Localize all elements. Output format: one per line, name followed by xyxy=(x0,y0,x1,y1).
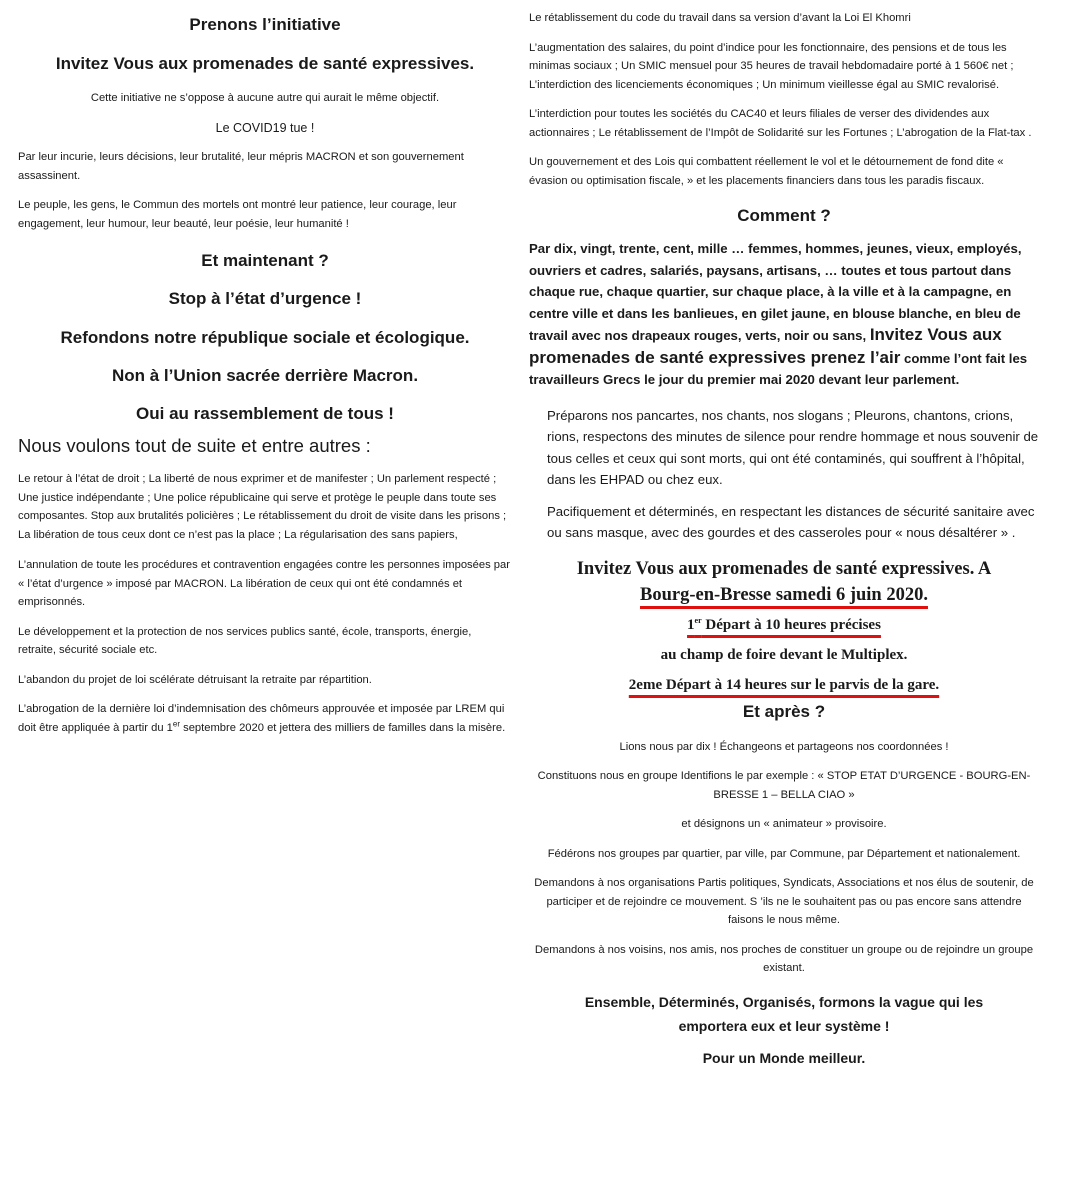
event-second-departure: 2eme Départ à 14 heures sur le parvis de la gare. xyxy=(628,676,940,693)
paragraph-preparons: Préparons nos pancartes, nos chants, nos slogans ; Pleurons, chantons, crions, rions, respectons des minutes de silence pour rendre hommage et nous souvenir de tous celles et ceux qui sont morts, qui ont été contaminés, qui souffrent à l’hôpital, dans les EHPAD ou chez eux. xyxy=(547,407,1039,487)
demand-code-travail: Le rétablissement du code du travail dans sa version d’avant la Loi El Khomri xyxy=(529,12,911,24)
paragraph-par-dix: Par dix, vingt, trente, cent, mille … femmes, hommes, jeunes, vieux, employés, ouvriers et cadres, salariés, paysans, artisans, … toutes et tous partout dans chaque rue, chaque quartier, sur chaque place, à la ville et à la campagne, en centre ville et dans les banlieues, en gilet jaune, en blouse blanche, en bleu de travail avec nos drapeaux rouges, verts, noir ou sans, Invitez Vous aux promenades de santé expressives prenez l’air comme l’ont fait les travailleurs Grecs le jour du premier mai 2020 devant leur parlement. xyxy=(529,241,1028,387)
demand-evasion-fiscale: Un gouvernement et des Lois qui combattent réellement le vol et le détournement de fond dite « évasion ou optimisation fiscale, » et les placements financiers dans tous les paradis fiscaux. xyxy=(529,156,1004,187)
after-animateur: et désignons un « animateur » provisoire. xyxy=(681,818,887,830)
after-organisations: Demandons à nos organisations Partis politiques, Syndicats, Associations et nos élus de soutenir, de participer et de rejoindre ce mouvement. S ’ils ne le souhaitent pas ou pas encore sans attendre faisons le nous même. xyxy=(534,877,1034,926)
demand-salaires: L’augmentation des salaires, du point d’indice pour les fonctionnaire, des pensions et de tous les minimas sociaux ; Un SMIC mensuel pour 35 heures de travail hebdomadaire porté à 1 560€ net ; L’interdiction des licenciements économiques ; Un minimum vieillesse égal au SMIC revalorisé. xyxy=(529,41,1014,91)
paragraph-pacifiquement: Pacifiquement et déterminés, en respectant les distances de sécurité sanitaire avec ou sans masque, avec des gourdes et des casseroles pour « nous désaltérer » . xyxy=(547,503,1035,540)
left-column xyxy=(18,0,512,737)
demand-retraite: L’abandon du projet de loi scélérate détruisant la retraite par répartition. xyxy=(18,673,372,686)
after-federons: Fédérons nos groupes par quartier, par ville, par Commune, par Département et nationalement. xyxy=(547,847,1021,860)
event-location-date: Bourg-en-Bresse samedi 6 juin 2020. xyxy=(640,584,928,605)
intro-line: Cette initiative ne s’oppose à aucune autre qui aurait le même objectif. xyxy=(90,92,440,104)
doc-subtitle: Invitez Vous aux promenades de santé expressives. xyxy=(55,54,475,73)
event-first-place: au champ de foire devant le Multiplex. xyxy=(660,646,908,663)
doc-title: Prenons l’initiative xyxy=(189,15,341,34)
demand-etat-droit: Le retour à l’état de droit ; La liberté de nous exprimer et de manifester ; Un parlement respecté ; Une justice indépendante ; Une police républicaine qui serve et protège le peuple dans toute ses composantes. Stop aux brutalités policières ; Le rétablissement du droit de visite dans les prisons ; La libération de tous ceux dont ce n’est pas la place ; La régularisation des sans papiers, xyxy=(18,473,507,541)
after-voisins: Demandons à nos voisins, nos amis, nos proches de constituer un groupe ou de rejoindre un groupe existant. xyxy=(534,943,1034,974)
event-invite-line: Invitez Vous aux promenades de santé expressives. A xyxy=(576,558,992,579)
after-lions-nous: Lions nous par dix ! Échangeons et partageons nos coordonnées ! xyxy=(619,740,949,753)
closing-ensemble: Ensemble, Déterminés, Organisés, formons la vague qui les emportera eux et leur système ! xyxy=(584,993,984,1034)
right-column xyxy=(529,0,1039,1069)
heading-oui-rassemblement: Oui au rassemblement de tous ! xyxy=(136,404,394,423)
heading-comment: Comment ? xyxy=(737,206,831,225)
demand-cac40: L’interdiction pour toutes les sociétés du CAC40 et leurs filiales de verser des dividendes aux actionnaires ; Le rétablissement de l’Impôt de Solidarité sur les Fortunes ; L’abrogation de la Flat-tax . xyxy=(529,108,1032,139)
heading-maintenant: Et maintenant ? xyxy=(201,251,329,270)
demand-chomeurs: L’abrogation de la dernière loi d’indemnisation des chômeurs approuvée et imposée par LREM qui doit être appliquée à partir du 1er septembre 2020 et jettera des milliers de familles dans la misère. xyxy=(18,703,506,734)
heading-stop-etat: Stop à l’état d’urgence ! xyxy=(168,289,362,308)
paragraph-incurie: Par leur incurie, leurs décisions, leur brutalité, leur mépris MACRON et son gouvernement assassinent. xyxy=(18,151,464,182)
heading-nous-voulons: Nous voulons tout de suite et entre autres : xyxy=(18,435,371,456)
demand-annulation: L’annulation de toute les procédures et contravention engagées contre les personnes imposées par « l’état d’urgence » imposé par MACRON. La libération de ceux qui ont été condamnés et emprisonnés. xyxy=(18,559,510,608)
closing-monde-meilleur: Pour un Monde meilleur. xyxy=(702,1049,866,1066)
heading-refondons: Refondons notre république sociale et écologique. xyxy=(60,328,470,347)
covid-line: Le COVID19 tue ! xyxy=(215,120,315,135)
after-constituons: Constituons nous en groupe Identifions le par exemple : « STOP ETAT D’URGENCE - BOURG-EN-BRESSE 1 – BELLA CIAO » xyxy=(537,770,1031,801)
demand-services-publics: Le développement et la protection de nos services publics santé, école, transports, énergie, retraite, sécurité sociale etc. xyxy=(18,625,472,656)
event-first-departure: 1er Départ à 10 heures précises xyxy=(687,615,881,633)
heading-non-union: Non à l’Union sacrée derrière Macron. xyxy=(111,366,419,385)
heading-et-apres: Et après ? xyxy=(742,701,826,721)
paragraph-peuple: Le peuple, les gens, le Commun des mortels ont montré leur patience, leur courage, leur engagement, leur humour, leur beauté, leur poésie, leur humanité ! xyxy=(18,199,457,230)
